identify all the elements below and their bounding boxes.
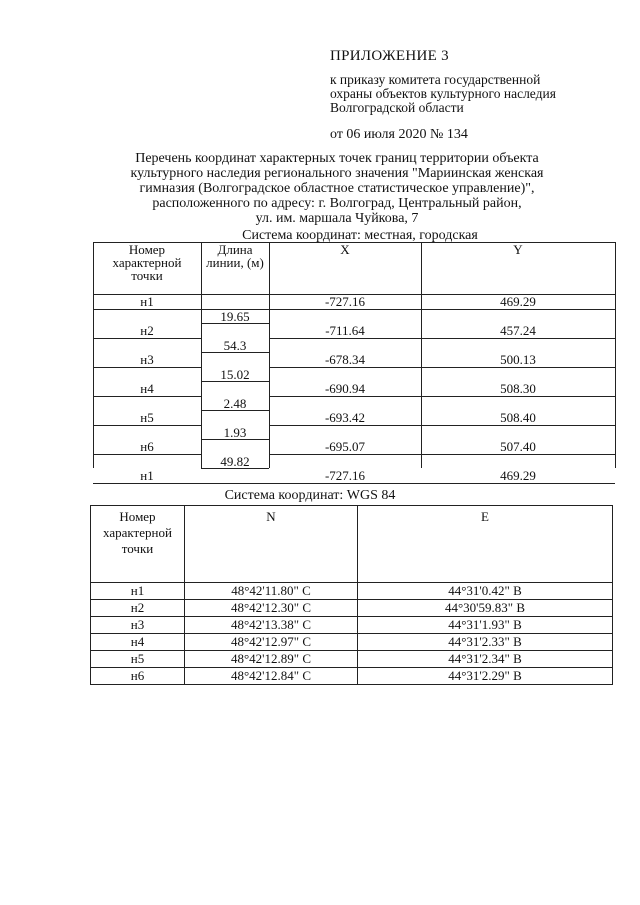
row-line [269, 396, 615, 397]
header-x: X [340, 242, 350, 257]
row-line [269, 309, 615, 310]
appendix-subtitle-line: Волгоградской области [330, 100, 464, 115]
table-row [91, 634, 613, 651]
line-length: 49.82 [220, 453, 250, 469]
point-name: н3 [91, 617, 185, 634]
coord-y: 469.29 [500, 294, 536, 309]
table-column-line [615, 242, 616, 468]
row-line [269, 367, 615, 368]
point-name: н4 [91, 634, 185, 651]
coord-y: 508.40 [500, 410, 536, 425]
table-row [91, 651, 613, 668]
local-system-caption: Система координат: местная, городская [242, 228, 478, 243]
coord-y: 507.40 [500, 439, 536, 454]
line-length: 54.3 [223, 337, 247, 353]
table-row [91, 617, 613, 634]
row-line [269, 425, 615, 426]
coord-y: 508.30 [500, 381, 536, 396]
header-n: N [185, 506, 358, 583]
coord-n: 48°42'12.89" С [185, 651, 358, 668]
point-name: н6 [91, 668, 185, 685]
row-line [269, 454, 615, 455]
list-title-line: ул. им. маршала Чуйкова, 7 [255, 211, 419, 226]
header-line: точки [121, 541, 154, 556]
list-title-line: расположенного по адресу: г. Волгоград, Центральный район, [152, 196, 522, 211]
header-line-length [201, 243, 269, 269]
line-length: 1.93 [223, 424, 247, 440]
wgs-system-caption: Система координат: WGS 84 [224, 488, 396, 503]
coord-x: -690.94 [324, 381, 366, 396]
appendix-subtitle [330, 73, 630, 115]
appendix-title: ПРИЛОЖЕНИЕ 3 [330, 48, 449, 64]
table-row [91, 600, 613, 617]
point-name: н6 [140, 439, 154, 454]
point-name: н1 [140, 294, 154, 309]
coord-n: 48°42'11.80" С [185, 583, 358, 600]
table-border-line [93, 242, 615, 243]
coord-e: 44°31'0.42" В [358, 583, 613, 600]
coord-n: 48°42'12.84" С [185, 668, 358, 685]
header-e: E [358, 506, 613, 583]
appendix-subtitle-line: охраны объектов культурного наследия [330, 86, 556, 101]
header-point-number [93, 243, 201, 282]
row-line [269, 338, 615, 339]
coord-n: 48°42'13.38" С [185, 617, 358, 634]
coord-n: 48°42'12.30" С [185, 600, 358, 617]
table-row [91, 583, 613, 600]
header-point-number [91, 506, 185, 583]
coord-e: 44°31'2.34" В [358, 651, 613, 668]
table-header-row [91, 506, 613, 583]
table-row [91, 668, 613, 685]
coord-x: -727.16 [324, 468, 366, 483]
header-line: Номер [128, 242, 166, 257]
coord-e: 44°31'2.33" В [358, 634, 613, 651]
line-length: 15.02 [220, 366, 250, 382]
coord-x: -678.34 [324, 352, 366, 367]
coord-x: -693.42 [324, 410, 366, 425]
local-coordinates-table [93, 242, 615, 483]
line-length: 2.48 [223, 395, 247, 411]
wgs-coordinates-table [90, 505, 613, 685]
coord-e: 44°31'1.93" В [358, 617, 613, 634]
appendix-subtitle-line: к приказу комитета государственной [330, 72, 541, 87]
header-line: Длина [217, 242, 253, 257]
coord-y: 469.29 [500, 468, 536, 483]
header-line: точки [131, 268, 163, 283]
coord-e: 44°31'2.29" В [358, 668, 613, 685]
coord-x: -711.64 [325, 323, 365, 338]
point-name: н2 [140, 323, 154, 338]
point-name: н2 [91, 600, 185, 617]
header-line: характерной [112, 255, 182, 270]
header-y: Y [513, 242, 523, 257]
point-name: н3 [140, 352, 154, 367]
header-line: Номер [119, 509, 156, 524]
list-title-line: культурного наследия регионального значения "Мариинская женская [130, 166, 544, 181]
point-name: н4 [140, 381, 154, 396]
coord-y: 457.24 [500, 323, 536, 338]
coord-x: -727.16 [324, 294, 366, 309]
list-title-line: гимназия (Волгоградское областное статистическое управление)", [139, 181, 535, 196]
coord-e: 44°30'59.83" В [358, 600, 613, 617]
table-border-line [93, 483, 615, 484]
header-line: линии, (м) [206, 255, 264, 270]
coord-x: -695.07 [324, 439, 366, 454]
coord-n: 48°42'12.97" С [185, 634, 358, 651]
appendix-date: от 06 июля 2020 № 134 [330, 127, 468, 142]
point-name: н5 [91, 651, 185, 668]
list-title [96, 151, 578, 226]
point-name: н1 [91, 583, 185, 600]
point-name: н5 [140, 410, 154, 425]
list-title-line: Перечень координат характерных точек границ территории объекта [135, 151, 539, 166]
coord-y: 500.13 [500, 352, 536, 367]
row-line [201, 309, 269, 310]
header-line: характерной [103, 525, 172, 540]
line-length: 19.65 [220, 308, 250, 324]
point-name: н1 [140, 468, 154, 483]
